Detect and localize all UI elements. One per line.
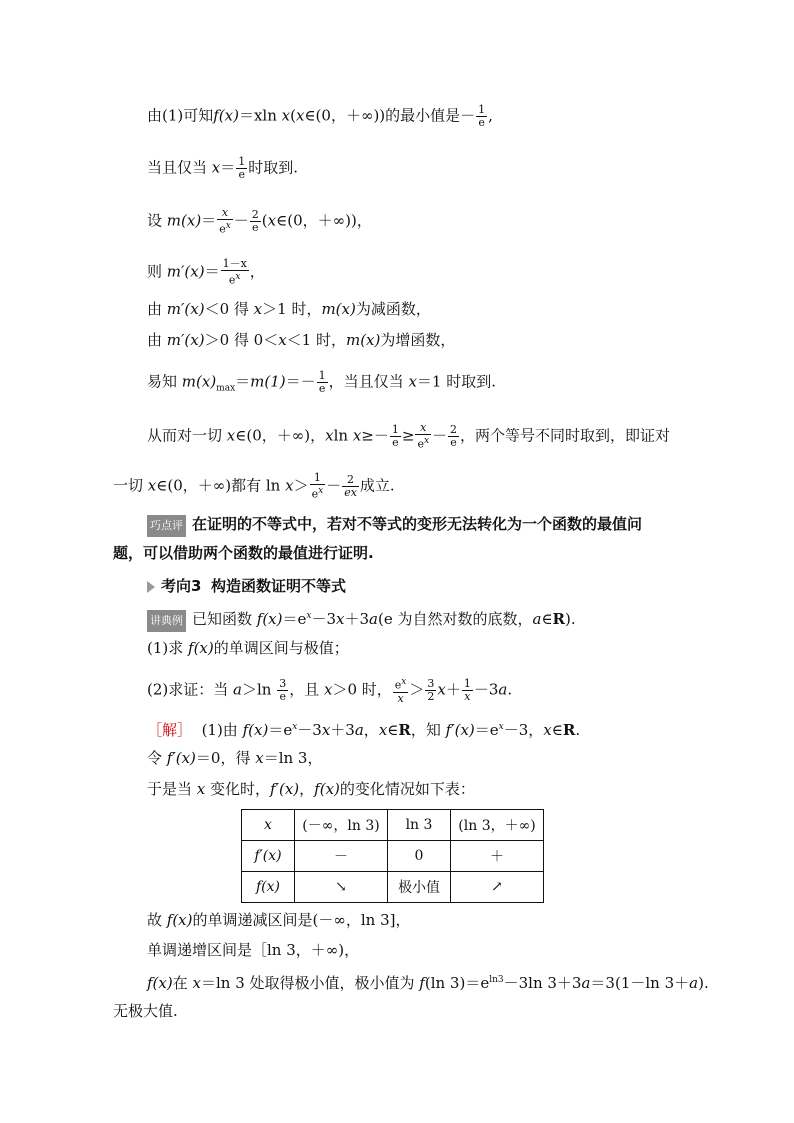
fraction: $\frac{1}{e}$ — [318, 369, 326, 395]
proof-line-5: 由 m′(x)＜0 得 x＞1 时，m(x)为减函数， — [147, 300, 431, 318]
fraction: $\frac{3}{e}$ — [279, 676, 287, 703]
proof-line-8: 从而对一切 x∈(0，＋∞)，xln x≥－ $\frac{1}{e}$ ≥ $\frac{x}{e^x}$ － $\frac{2}{e}$ ，两个等号不同时取到，即证对 — [147, 421, 671, 451]
solution-tag: ［解］ — [147, 721, 193, 739]
table-row: x (－∞，ln 3) ln 3 (ln 3，＋∞) — [242, 810, 544, 841]
fraction: $\frac{1}{e}$ — [478, 103, 486, 129]
fraction: $\frac{2}{ex}$ — [344, 472, 357, 499]
fraction: $\frac{e^x}{x}$ — [394, 677, 407, 705]
proof-line-2: 当且仅当 x＝ $\frac{1}{e}$ 时取到. — [147, 155, 299, 181]
fraction: $\frac{1}{x}$ — [463, 676, 471, 703]
triangle-icon — [147, 581, 155, 593]
fraction: $\frac{2}{e}$ — [450, 422, 458, 449]
solution-line-5: 单调递增区间是［ln 3，＋∞)， — [147, 941, 360, 959]
fraction: $\frac{2}{e}$ — [251, 207, 259, 234]
tip-line-2: 题，可以借助两个函数的最值进行证明. — [113, 544, 374, 562]
fraction: $\frac{1}{e}$ — [391, 422, 399, 449]
solution-line-6: f(x)在 x＝ln 3 处取得极小值，极小值为 f(ln $3)=e^{ln3}-3\ln$ 3＋3a＝3(1－ln 3＋a). — [147, 974, 709, 992]
variation-table — [241, 809, 544, 903]
example-line-1: 讲典例 已知函数 $f(x)=e^x-3x+3a(e$ 为自然对数的底数，a∈R). — [147, 606, 576, 632]
example-tag: 讲典例 — [147, 610, 186, 632]
proof-line-3: 设 m(x)＝ $\frac{x}{e^x}$ － $\frac{2}{e}$ (x∈(0，＋∞))， — [147, 206, 372, 236]
solution-line-1: ［解］ (1)由 $f(x)=e^x-3x+3a$，x∈R，知 $f'(x)=e^x-3$，x∈R. — [147, 721, 581, 739]
fraction: $\frac{1}{e^x}$ — [311, 471, 324, 501]
example-line-3: (2)求证：当 a＞ln $\frac{3}{e}$ ，且 x＞0 时， $\frac{e^x}{x}$ ＞ $\frac{3}{2}$ x＋ $\frac{1}{x}$ －3a. — [147, 676, 513, 705]
table-row: f′(x) － 0 ＋ — [242, 841, 544, 872]
tip-line-1: 巧点评 在证明的不等式中，若对不等式的变形无法转化为一个函数的最值问 — [147, 514, 642, 537]
proof-line-4: 则 m′(x)＝ $\frac{1-x}{e^x}$ ， — [147, 257, 265, 287]
proof-line-6: 由 m′(x)＞0 得 0＜x＜1 时，m(x)为增函数， — [147, 331, 456, 349]
fraction: $\frac{x}{e^x}$ — [219, 206, 231, 236]
solution-line-4: 故 f(x)的单调递减区间是(－∞，ln 3]， — [147, 911, 411, 929]
table-row: f(x) ↘ 极小值 ↗ — [242, 872, 544, 903]
solution-line-3: 于是当 x 变化时，f′(x)，f(x)的变化情况如下表： — [147, 780, 475, 798]
solution-line-7: 无极大值. — [113, 1002, 178, 1020]
proof-line-7: 易知 $m(x)_{max}=m(1)=-$ $\frac{1}{e}$ ，当且仅当 x＝1 时取到. — [147, 369, 497, 395]
proof-line-1: 由(1)可知f(x)＝xln x(x∈(0，＋∞))的最小值是－ $\frac{1}{e}$ , — [147, 103, 493, 129]
tip-tag: 巧点评 — [147, 515, 186, 537]
solution-line-2: 令 f′(x)＝0，得 x＝ln 3， — [147, 749, 323, 767]
fraction: $\frac{x}{e^x}$ — [417, 421, 430, 451]
fraction: $\frac{3}{2}$ — [427, 676, 435, 703]
section-heading: 考向3 构造函数证明不等式 — [147, 576, 346, 596]
fraction: $\frac{1-x}{e^x}$ — [222, 257, 247, 287]
example-line-2: (1)求 f(x)的单调区间与极值； — [147, 639, 349, 657]
proof-line-9: 一切 x∈(0，＋∞)都有 ln x＞ $\frac{1}{e^x}$ － $\frac{2}{ex}$ 成立. — [113, 471, 395, 501]
fraction: $\frac{1}{e}$ — [238, 155, 246, 181]
